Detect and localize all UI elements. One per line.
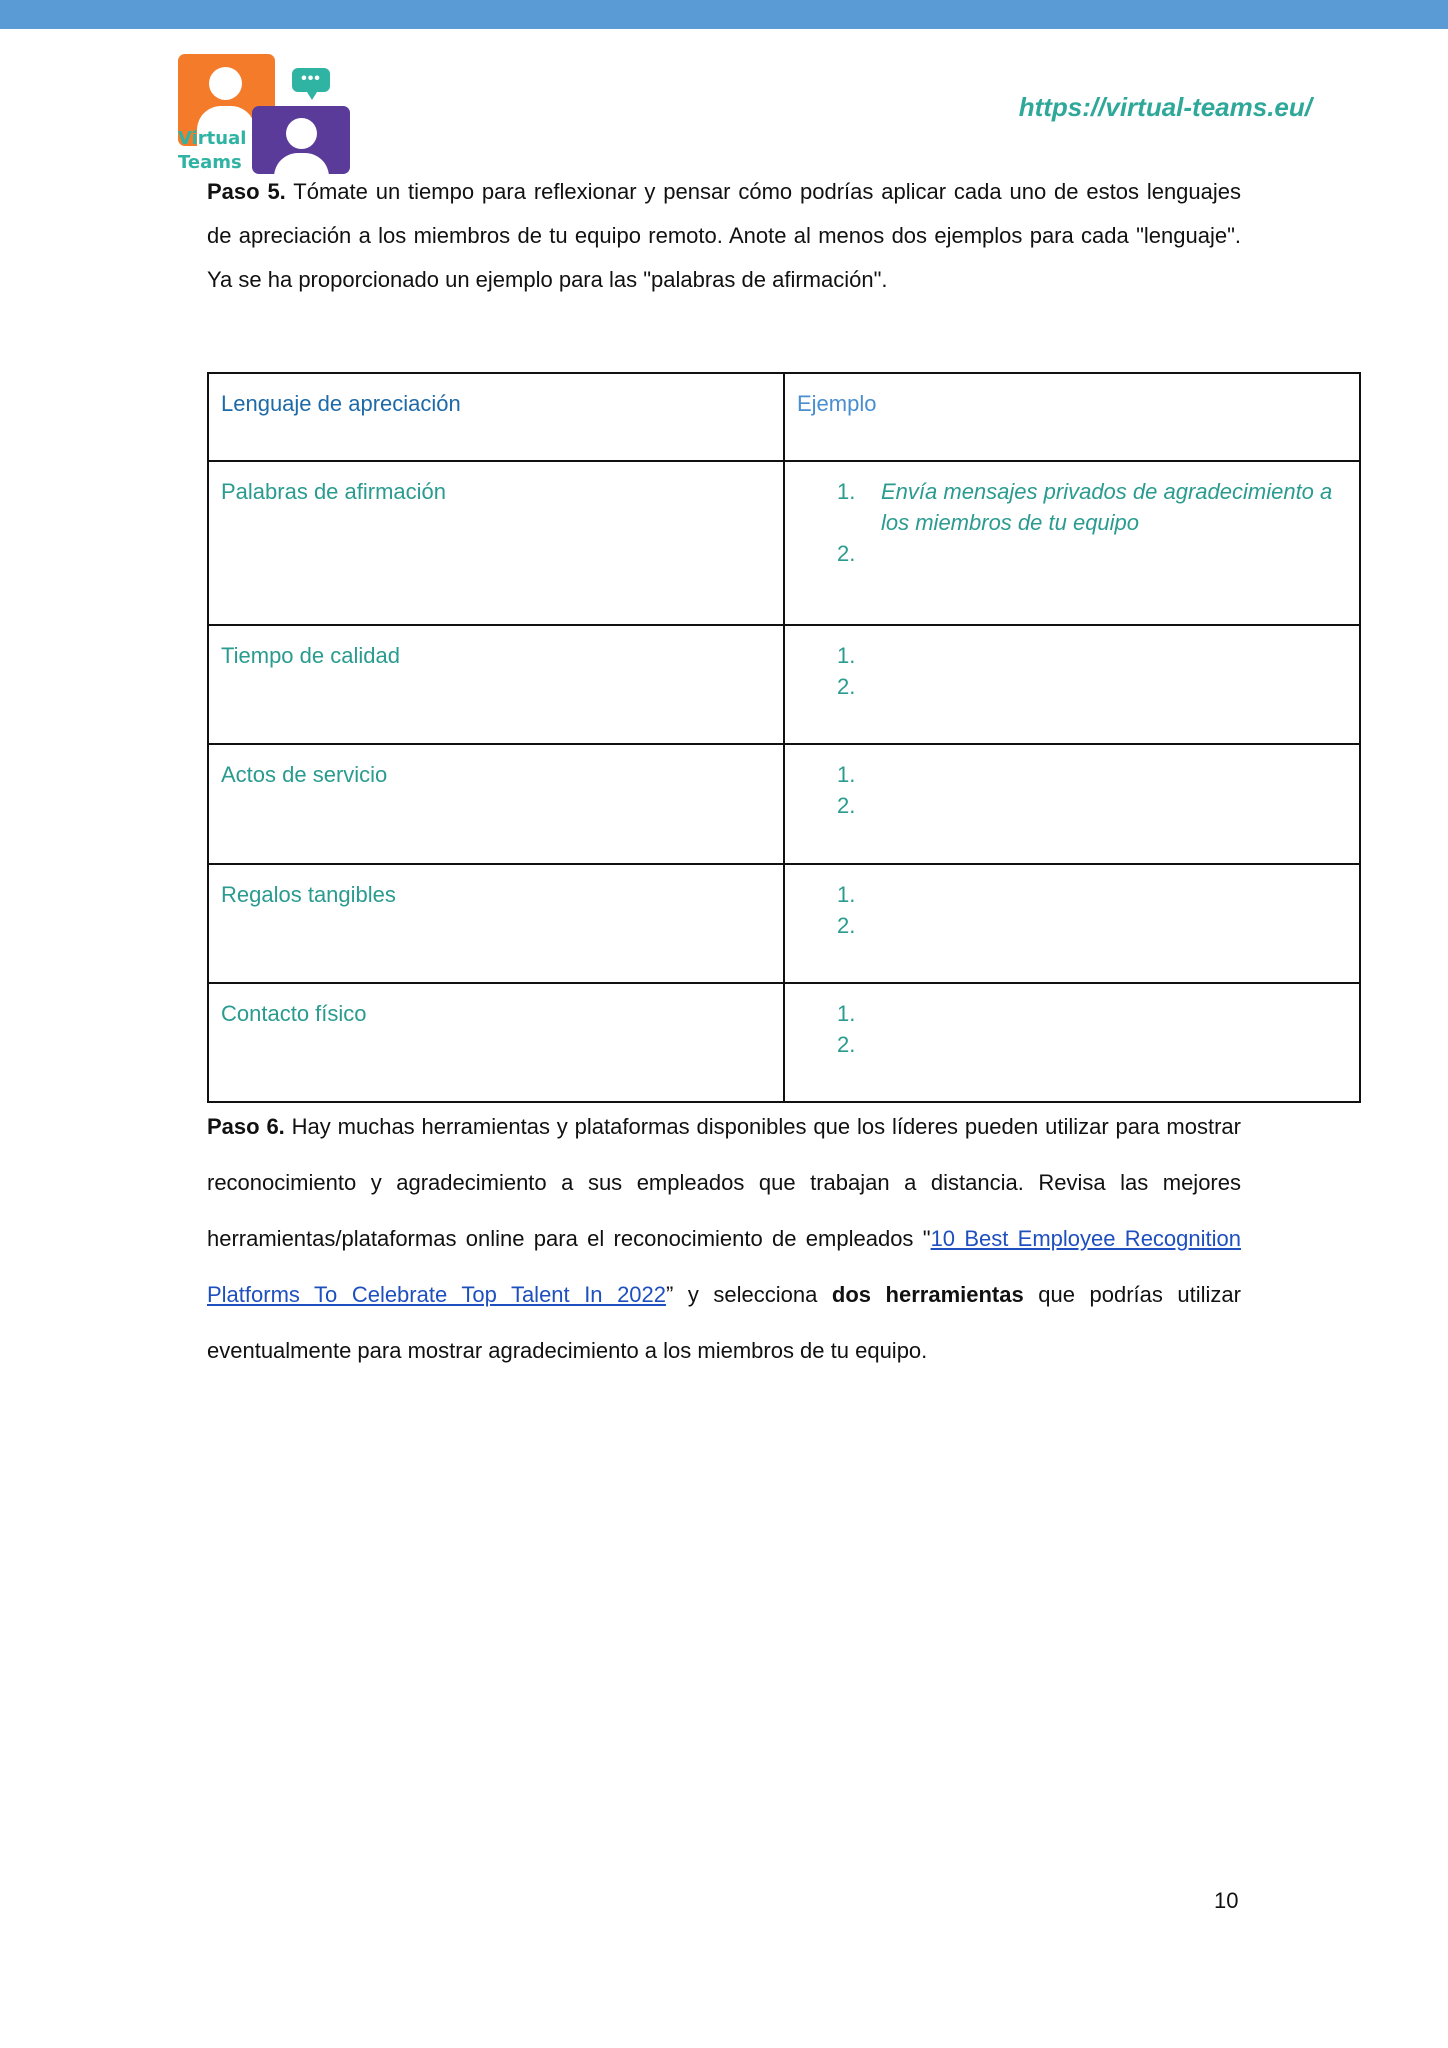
- language-cell: Tiempo de calidad: [208, 625, 784, 744]
- language-cell: Regalos tangibles: [208, 864, 784, 983]
- table-row: [208, 983, 1360, 1102]
- example-cell: [784, 744, 1360, 864]
- top-color-bar: [0, 0, 1448, 29]
- example-cell: [784, 983, 1360, 1102]
- example-item-2: 2.: [837, 793, 856, 818]
- header-url[interactable]: https://virtual-teams.eu/: [1018, 92, 1312, 122]
- table-row: [208, 625, 1360, 744]
- chat-bubble-icon: •••: [292, 68, 330, 92]
- example-cell: [784, 625, 1360, 744]
- example-cell: [784, 864, 1360, 983]
- employee-recognition-link[interactable]: 10 Best Employee Recognition Platforms To Celebrate Top Talent In 2022: [207, 1226, 1241, 1307]
- example-item-2: 2.: [837, 1032, 856, 1057]
- step5-paragraph: [207, 170, 1241, 302]
- step5-label: Paso 5.: [207, 179, 286, 204]
- table-header-row: [208, 373, 1360, 461]
- example-item-1: 1.: [837, 1001, 856, 1026]
- appreciation-languages-table: [207, 372, 1361, 1103]
- step5-text: Tómate un tiempo para reflexionar y pensar cómo podrías aplicar cada uno de estos lenguajes de apreciación a los miembros de tu equipo remoto. Anote al menos dos ejemplos para cada "lenguaje". Ya se ha proporcionado un ejemplo para las "palabras de afirmación".: [207, 179, 1242, 292]
- purple-person-icon: [252, 106, 350, 174]
- example-cell: [784, 461, 1360, 625]
- page-number: 10: [1214, 1888, 1239, 1913]
- step6-bold-text: dos herramientas: [831, 1282, 1024, 1307]
- step6-label: Paso 6.: [207, 1114, 285, 1139]
- example-item-1: 1.: [837, 643, 856, 668]
- table-row: [208, 461, 1360, 625]
- example-item-2: 2.: [837, 541, 856, 566]
- example-item-1: 1. Envía mensajes privados de agradecimiento a los miembros de tu equipo: [837, 476, 1347, 538]
- example-item-2: 2.: [837, 913, 856, 938]
- step6-paragraph: Paso 6. Hay muchas herramientas y plataformas disponibles que los líderes pueden utilizar para mostrar reconocimiento y agradecimiento a sus empleados que trabajan a distancia. Revisa las mejores herramientas/plataformas online para el reconocimiento de empleados "10 Best Employee Recognition Platforms To Celebrate Top Talent In 2022” y selecciona dos herramientas que podrías utilizar eventualmente para mostrar agradecimiento a los miembros de tu equipo.: [207, 1114, 1241, 1363]
- table-row: [208, 864, 1360, 983]
- example-item-1: 1.: [837, 762, 856, 787]
- table-row: [208, 744, 1360, 864]
- language-cell: Palabras de afirmación: [208, 461, 784, 625]
- example-text: Envía mensajes privados de agradecimiento a los miembros de tu equipo: [881, 479, 1333, 535]
- header-cell-example: Ejemplo: [784, 373, 1360, 461]
- logo-text-virtual: Virtual: [178, 128, 247, 149]
- header-cell-language: Lenguaje de apreciación: [208, 373, 784, 461]
- example-item-2: 2.: [837, 674, 856, 699]
- language-cell: Actos de servicio: [208, 744, 784, 864]
- logo-text-teams: Teams: [178, 152, 242, 173]
- virtual-teams-logo: [178, 54, 350, 176]
- example-item-1: 1.: [837, 882, 856, 907]
- language-cell: Contacto físico: [208, 983, 784, 1102]
